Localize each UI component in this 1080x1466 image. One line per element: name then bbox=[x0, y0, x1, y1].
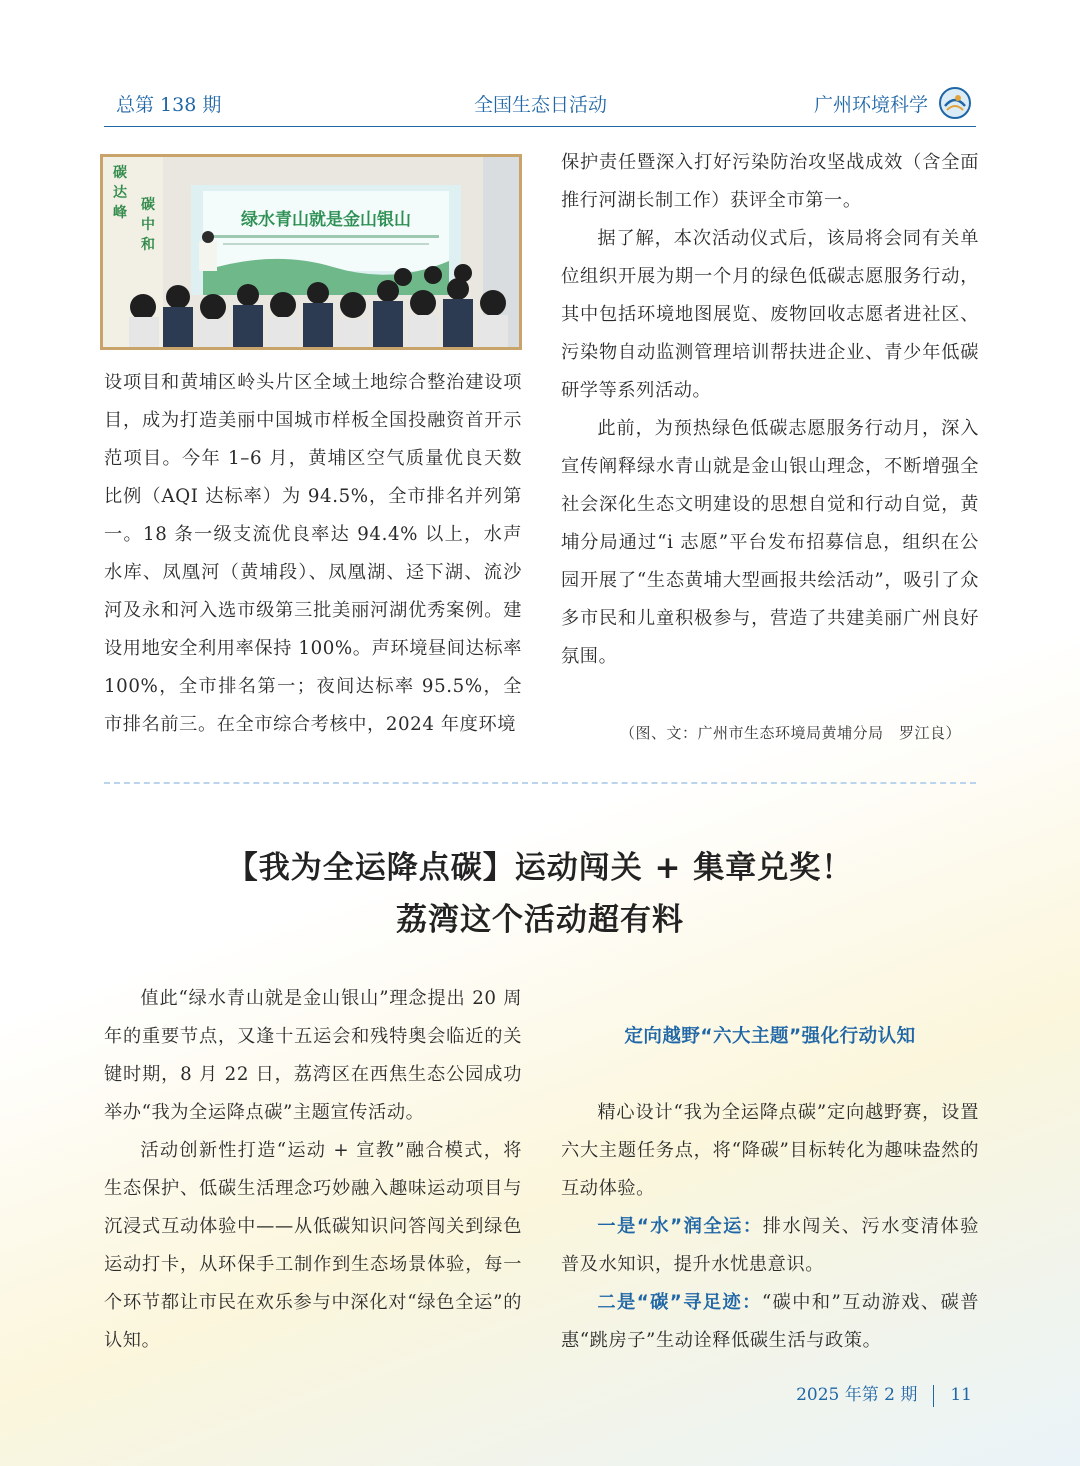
article2-title-line2: 荔湾这个活动超有料 bbox=[396, 902, 684, 938]
article2-left-column bbox=[104, 980, 522, 1360]
article2-paragraph bbox=[561, 1284, 979, 1360]
svg-text:峰: 峰 bbox=[113, 205, 127, 221]
article1-right-column bbox=[561, 144, 979, 676]
article2-paragraph bbox=[561, 1208, 979, 1284]
event-photo bbox=[100, 154, 522, 350]
article1-paragraph: 保护责任暨深入打好污染防治攻坚战成效（含全面推行河湖长制工作）获评全市第一。 bbox=[561, 152, 979, 211]
article1-left-column bbox=[104, 364, 522, 744]
svg-text:碳: 碳 bbox=[113, 165, 127, 181]
article1-paragraph: 设项目和黄埔区岭头片区全域土地综合整治建设项目，成为打造美丽中国城市样板全国投融资首开示范项目。今年 1–6 月，黄埔区空气质量优良天数比例（AQI 达标率）为 94.5%，全市排名并列第一。18 条一级支流优良率达 94.4% 以上，水声水库、凤凰河（黄埔段）、凤凰湖、迳下湖、流沙河及永和河入选市级第三批美丽河湖优秀案例。建设用地安全利用率保持 100%。声环境昼间达标率 100%，全市排名第一；夜间达标率 95.5%，全市排名前三。在全市综合考核中，2024 年度环境 bbox=[104, 372, 522, 735]
journal-name: 广州环境科学 bbox=[813, 94, 928, 116]
theme-lead-water: 一是“水”润全运： bbox=[597, 1216, 763, 1237]
section-label: 全国生态日活动 bbox=[474, 94, 608, 116]
page-header bbox=[104, 86, 976, 127]
footer-separator bbox=[933, 1385, 934, 1407]
page-number: 11 bbox=[950, 1385, 972, 1405]
article2-paragraph: 精心设计“我为全运降点碳”定向越野赛，设置六大主题任务点，将“降碳”目标转化为趣味盎然的互动体验。 bbox=[561, 1102, 979, 1199]
svg-text:碳: 碳 bbox=[141, 197, 155, 213]
article2-subheading: 定向越野“六大主题”强化行动认知 bbox=[624, 1026, 916, 1047]
article2-paragraph: 值此“绿水青山就是金山银山”理念提出 20 周年的重要节点，又逢十五运会和残特奥会临近的关键时期，8 月 22 日，荔湾区在西焦生态公园成功举办“我为全运降点碳”主题宣传活动。 bbox=[104, 988, 522, 1123]
article1-paragraph: 此前，为预热绿色低碳志愿服务行动月，深入宣传阐释绿水青山就是金山银山理念，不断增强全社会深化生态文明建设的思想自觉和行动自觉，黄埔分局通过“i 志愿”平台发布招募信息，组织在公园开展了“生态黄埔大型画报共绘活动”，吸引了众多市民和儿童积极参与，营造了共建美丽广州良好氛围。 bbox=[561, 418, 979, 667]
theme-body-carbon: “碳中和”互动游戏、碳普惠“跳房子”生动诠释低碳生活与政策。 bbox=[561, 1292, 980, 1351]
svg-text:中: 中 bbox=[141, 217, 155, 233]
issue-total-label: 总第 138 期 bbox=[116, 94, 222, 116]
article2-paragraph: 活动创新性打造“运动 + 宣教”融合模式，将生态保护、低碳生活理念巧妙融入趣味运动项目与沉浸式互动体验中——从低碳知识问答闯关到绿色运动打卡，从环保手工制作到生态场景体验，每一个环节都让市民在欢乐参与中深化对“绿色全运”的认知。 bbox=[104, 1140, 522, 1351]
article1-paragraph: 据了解，本次活动仪式后，该局将会同有关单位组织开展为期一个月的绿色低碳志愿服务行动，其中包括环境地图展览、废物回收志愿者进社区、污染物自动监测管理培训帮扶进企业、青少年低碳研学等系列活动。 bbox=[561, 228, 979, 401]
page-footer bbox=[796, 1380, 972, 1407]
svg-text:和: 和 bbox=[141, 237, 155, 253]
theme-lead-carbon: 二是“碳”寻足迹： bbox=[597, 1292, 762, 1313]
theme-body-water: 排水闯关、污水变清体验普及水知识，提升水忧患意识。 bbox=[561, 1216, 979, 1275]
article1-credit: （图、文：广州市生态环境局黄埔分局 罗江良） bbox=[620, 724, 962, 742]
section-divider bbox=[104, 782, 976, 784]
svg-text:达: 达 bbox=[113, 185, 127, 201]
article2-title bbox=[104, 842, 976, 946]
article2-right-column bbox=[561, 1094, 979, 1360]
journal-logo-icon bbox=[938, 86, 972, 120]
footer-issue: 2025 年第 2 期 bbox=[796, 1385, 918, 1405]
article2-title-line1: 【我为全运降点碳】运动闯关 + 集章兑奖！ bbox=[226, 850, 854, 886]
banner-text: 绿水青山就是金山银山 bbox=[241, 210, 411, 230]
